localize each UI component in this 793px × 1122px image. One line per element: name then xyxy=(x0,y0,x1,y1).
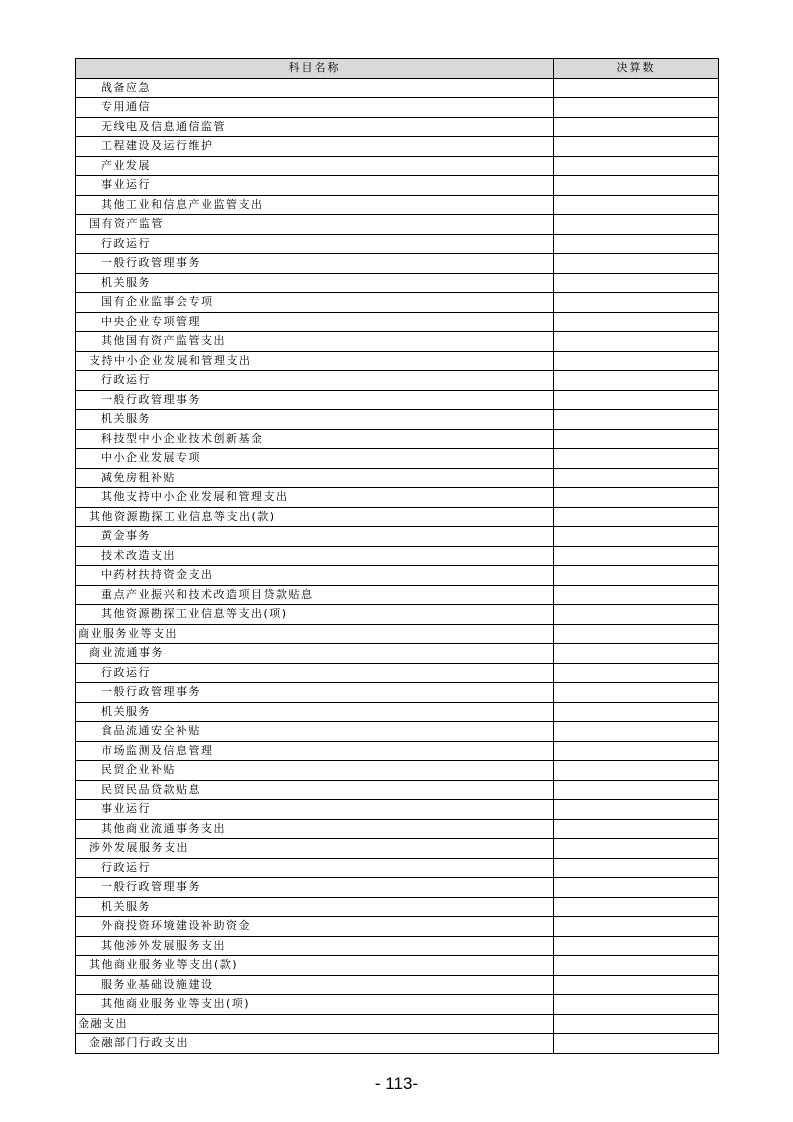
final-amount-cell xyxy=(554,819,719,839)
table-row xyxy=(76,761,719,781)
header-subject-name: 科目名称 xyxy=(76,59,554,79)
final-amount-cell xyxy=(554,468,719,488)
table-row xyxy=(76,683,719,703)
table-row xyxy=(76,488,719,508)
table-row xyxy=(76,819,719,839)
final-amount-cell xyxy=(554,195,719,215)
final-amount-cell xyxy=(554,1034,719,1054)
final-amount-cell xyxy=(554,878,719,898)
final-amount-cell xyxy=(554,351,719,371)
final-amount-cell xyxy=(554,663,719,683)
subject-name-cell: 行政运行 xyxy=(76,858,554,878)
final-amount-cell xyxy=(554,98,719,118)
final-amount-cell xyxy=(554,995,719,1015)
final-amount-cell xyxy=(554,780,719,800)
final-amount-cell xyxy=(554,293,719,313)
table-row xyxy=(76,332,719,352)
subject-name-cell: 中小企业发展专项 xyxy=(76,449,554,469)
table-row xyxy=(76,839,719,859)
final-amount-cell xyxy=(554,507,719,527)
subject-name-cell: 其他资源勘探工业信息等支出(项) xyxy=(76,605,554,625)
subject-name-cell: 一般行政管理事务 xyxy=(76,254,554,274)
table-row xyxy=(76,371,719,391)
table-row xyxy=(76,527,719,547)
table-row xyxy=(76,1034,719,1054)
final-amount-cell xyxy=(554,566,719,586)
final-amount-cell xyxy=(554,722,719,742)
final-amount-cell xyxy=(554,683,719,703)
subject-name-cell: 重点产业振兴和技术改造项目贷款贴息 xyxy=(76,585,554,605)
page-number: - 113- xyxy=(374,1074,419,1093)
table-row xyxy=(76,176,719,196)
table-row xyxy=(76,429,719,449)
subject-name-cell: 民贸企业补贴 xyxy=(76,761,554,781)
table-row xyxy=(76,585,719,605)
subject-name-cell: 外商投资环境建设补助资金 xyxy=(76,917,554,937)
table-row xyxy=(76,468,719,488)
subject-name-cell: 一般行政管理事务 xyxy=(76,683,554,703)
subject-name-cell: 行政运行 xyxy=(76,663,554,683)
table-row xyxy=(76,98,719,118)
subject-name-cell: 支持中小企业发展和管理支出 xyxy=(76,351,554,371)
table-row xyxy=(76,644,719,664)
table-row xyxy=(76,215,719,235)
final-amount-cell xyxy=(554,488,719,508)
final-amount-cell xyxy=(554,254,719,274)
table-header-row xyxy=(76,59,719,79)
table-row xyxy=(76,507,719,527)
subject-name-cell: 市场监测及信息管理 xyxy=(76,741,554,761)
table-row xyxy=(76,410,719,430)
final-amount-cell xyxy=(554,624,719,644)
subject-name-cell: 食品流通安全补贴 xyxy=(76,722,554,742)
subject-name-cell: 机关服务 xyxy=(76,273,554,293)
final-amount-cell xyxy=(554,702,719,722)
final-amount-cell xyxy=(554,234,719,254)
subject-name-cell: 其他国有资产监管支出 xyxy=(76,332,554,352)
table-row xyxy=(76,624,719,644)
subject-name-cell: 产业发展 xyxy=(76,156,554,176)
final-amount-cell xyxy=(554,312,719,332)
final-amount-cell xyxy=(554,371,719,391)
table-row xyxy=(76,1014,719,1034)
subject-name-cell: 科技型中小企业技术创新基金 xyxy=(76,429,554,449)
subject-name-cell: 民贸民品贷款贴息 xyxy=(76,780,554,800)
table-row xyxy=(76,254,719,274)
budget-table xyxy=(75,58,719,1054)
table-row xyxy=(76,546,719,566)
final-amount-cell xyxy=(554,917,719,937)
subject-name-cell: 工程建设及运行维护 xyxy=(76,137,554,157)
subject-name-cell: 机关服务 xyxy=(76,702,554,722)
table-row xyxy=(76,663,719,683)
table-row xyxy=(76,800,719,820)
subject-name-cell: 机关服务 xyxy=(76,410,554,430)
subject-name-cell: 战备应急 xyxy=(76,78,554,98)
subject-name-cell: 中央企业专项管理 xyxy=(76,312,554,332)
final-amount-cell xyxy=(554,858,719,878)
table-row xyxy=(76,956,719,976)
final-amount-cell xyxy=(554,839,719,859)
final-amount-cell xyxy=(554,429,719,449)
subject-name-cell: 金融部门行政支出 xyxy=(76,1034,554,1054)
final-amount-cell xyxy=(554,449,719,469)
table-row xyxy=(76,566,719,586)
table-row xyxy=(76,351,719,371)
subject-name-cell: 其他资源勘探工业信息等支出(款) xyxy=(76,507,554,527)
final-amount-cell xyxy=(554,761,719,781)
subject-name-cell: 商业服务业等支出 xyxy=(76,624,554,644)
table-row xyxy=(76,78,719,98)
table-row xyxy=(76,897,719,917)
final-amount-cell xyxy=(554,585,719,605)
subject-name-cell: 行政运行 xyxy=(76,371,554,391)
table-row xyxy=(76,117,719,137)
subject-name-cell: 其他商业服务业等支出(项) xyxy=(76,995,554,1015)
header-final-amount: 决算数 xyxy=(554,59,719,79)
table-row xyxy=(76,137,719,157)
final-amount-cell xyxy=(554,117,719,137)
final-amount-cell xyxy=(554,936,719,956)
table-row xyxy=(76,995,719,1015)
final-amount-cell xyxy=(554,176,719,196)
final-amount-cell xyxy=(554,800,719,820)
table-body xyxy=(76,78,719,1053)
table-row xyxy=(76,234,719,254)
table-row xyxy=(76,195,719,215)
subject-name-cell: 其他工业和信息产业监管支出 xyxy=(76,195,554,215)
final-amount-cell xyxy=(554,156,719,176)
table-row xyxy=(76,780,719,800)
final-amount-cell xyxy=(554,332,719,352)
table-row xyxy=(76,390,719,410)
subject-name-cell: 中药材扶持资金支出 xyxy=(76,566,554,586)
subject-name-cell: 其他涉外发展服务支出 xyxy=(76,936,554,956)
final-amount-cell xyxy=(554,390,719,410)
subject-name-cell: 一般行政管理事务 xyxy=(76,390,554,410)
subject-name-cell: 商业流通事务 xyxy=(76,644,554,664)
subject-name-cell: 一般行政管理事务 xyxy=(76,878,554,898)
table-row xyxy=(76,975,719,995)
subject-name-cell: 其他支持中小企业发展和管理支出 xyxy=(76,488,554,508)
subject-name-cell: 技术改造支出 xyxy=(76,546,554,566)
table-row xyxy=(76,722,719,742)
subject-name-cell: 无线电及信息通信监管 xyxy=(76,117,554,137)
table-row xyxy=(76,605,719,625)
final-amount-cell xyxy=(554,215,719,235)
final-amount-cell xyxy=(554,975,719,995)
table-row xyxy=(76,858,719,878)
table-row xyxy=(76,741,719,761)
table-row xyxy=(76,936,719,956)
final-amount-cell xyxy=(554,956,719,976)
subject-name-cell: 服务业基础设施建设 xyxy=(76,975,554,995)
final-amount-cell xyxy=(554,605,719,625)
final-amount-cell xyxy=(554,897,719,917)
subject-name-cell: 专用通信 xyxy=(76,98,554,118)
table-row xyxy=(76,702,719,722)
subject-name-cell: 涉外发展服务支出 xyxy=(76,839,554,859)
subject-name-cell: 其他商业流通事务支出 xyxy=(76,819,554,839)
final-amount-cell xyxy=(554,741,719,761)
subject-name-cell: 金融支出 xyxy=(76,1014,554,1034)
final-amount-cell xyxy=(554,527,719,547)
final-amount-cell xyxy=(554,137,719,157)
table-row xyxy=(76,156,719,176)
subject-name-cell: 国有企业监事会专项 xyxy=(76,293,554,313)
subject-name-cell: 机关服务 xyxy=(76,897,554,917)
final-amount-cell xyxy=(554,410,719,430)
table-row xyxy=(76,273,719,293)
subject-name-cell: 行政运行 xyxy=(76,234,554,254)
subject-name-cell: 国有资产监管 xyxy=(76,215,554,235)
subject-name-cell: 事业运行 xyxy=(76,176,554,196)
table-row xyxy=(76,293,719,313)
table-row xyxy=(76,312,719,332)
subject-name-cell: 减免房租补贴 xyxy=(76,468,554,488)
final-amount-cell xyxy=(554,546,719,566)
final-amount-cell xyxy=(554,644,719,664)
final-amount-cell xyxy=(554,78,719,98)
subject-name-cell: 黄金事务 xyxy=(76,527,554,547)
subject-name-cell: 其他商业服务业等支出(款) xyxy=(76,956,554,976)
table-row xyxy=(76,449,719,469)
final-amount-cell xyxy=(554,1014,719,1034)
final-amount-cell xyxy=(554,273,719,293)
table-row xyxy=(76,917,719,937)
subject-name-cell: 事业运行 xyxy=(76,800,554,820)
table-row xyxy=(76,878,719,898)
